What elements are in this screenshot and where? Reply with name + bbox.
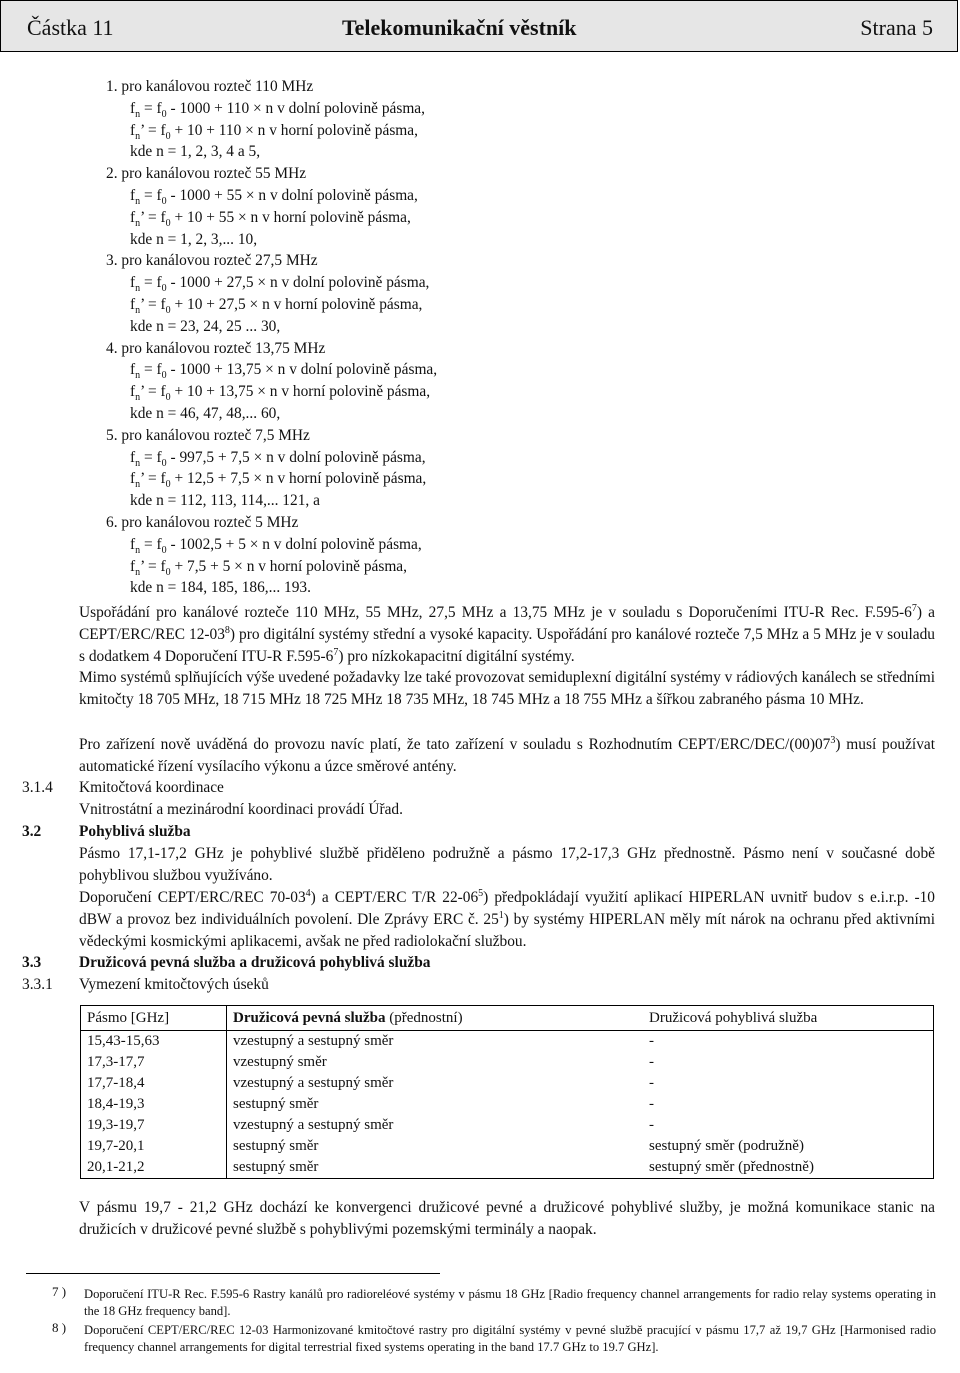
cell-band: 17,3-17,7: [81, 1052, 227, 1073]
paragraph-convergence: V pásmu 19,7 - 21,2 GHz dochází ke konvergenci družicové pevné a družicové pohyblivé služby, je možná komunikace stanic na družicích v družicové pevné službě s pohyblivými pozemskými terminály a naopak.: [79, 1199, 935, 1238]
list-item-title: 5. pro kanálovou rozteč 7,5 MHz: [106, 426, 310, 444]
table-row: [81, 1157, 934, 1179]
footnote-divider: [26, 1273, 440, 1274]
table-row: [81, 1073, 934, 1094]
footnote-7: Doporučení ITU-R Rec. F.595-6 Rastry kanálů pro radioreléové systémy v pásmu 18 GHz [Radio frequency channel arrangements for radio relay systems operating in the 18 GHz frequency band].: [84, 1287, 936, 1318]
list-item-title: 4. pro kanálovou rozteč 13,75 MHz: [106, 339, 326, 357]
list-item-title: 2. pro kanálovou rozteč 55 MHz: [106, 165, 307, 183]
section-number-3-1-4: 3.1.4: [22, 779, 53, 796]
table-row: [81, 1031, 934, 1053]
footnote-mark-8: 8 ): [52, 1320, 67, 1335]
section-title-3-3: Družicová pevná služba a družicová pohyblivá služba: [79, 954, 431, 971]
formula-upper: $f_n$’ = $f_0 + 12,5 + 7,5 \times n$ v horní polovině pásma,: [130, 470, 427, 491]
column-header-band: Pásmo [GHz]: [81, 1006, 227, 1031]
table-row: [81, 1136, 934, 1157]
cell-band: 20,1-21,2: [81, 1157, 227, 1179]
cell-fixed: sestupný směr: [233, 1138, 319, 1154]
formula-lower: $f_n = f_0 - 997,5 + 7,5 \times n$ v dolní polovině pásma,: [130, 448, 426, 469]
cell-mobile: -: [649, 1096, 654, 1112]
formula-upper: $f_n$’ = $f_0 + 10 + 110 \times n$ v horní polovině pásma,: [130, 121, 418, 142]
paragraph-arrangement: Uspořádání pro kanálové rozteče 110 MHz, 55 MHz, 27,5 MHz a 13,75 MHz je v souladu s Doporučeními ITU-R Rec. $F.595-6^7$) a CEPT/ERC/REC $12-03^8$) pro digitální systémy střední a vysoké kapacity. Uspořádání pro kanálové rozteče 7,5 MHz a 5 MHz je v souladu s dodatkem 4 Doporučení ITU-R $F.595-6^7$) pro nízkokapacitní digitální systémy.: [79, 603, 935, 665]
column-header-fixed: Družicová pevná služba (přednostní): [227, 1006, 644, 1031]
cell-fixed: sestupný směr: [233, 1159, 319, 1175]
cell-mobile: sestupný směr (přednostně): [649, 1159, 814, 1175]
formula-upper: $f_n$’ = $f_0 + 10 + 13,75 \times n$ v horní polovině pásma,: [130, 383, 431, 404]
cell-fixed: vzestupný a sestupný směr: [233, 1075, 394, 1091]
formula-range: kde n = 1, 2, 3, 4 a 5,: [130, 143, 261, 161]
frequency-table: [80, 1005, 934, 1179]
cell-fixed: sestupný směr: [233, 1096, 319, 1112]
footnote-mark-7: 7 ): [52, 1284, 67, 1299]
cell-mobile: -: [649, 1054, 654, 1070]
formula-range: kde n = 46, 47, 48,... 60,: [130, 405, 281, 422]
formula-upper: $f_n$’ = $f_0 + 7,5 + 5 \times n$ v horní polovině pásma,: [130, 557, 407, 578]
formula-lower: $f_n = f_0 - 1000 + 27,5 \times n$ v dolní polovině pásma,: [130, 274, 430, 295]
paragraph-new-equipment: Pro zařízení nově uváděná do provozu navíc platí, že tato zařízení v souladu s Rozhodnutím CEPT/$ERC/DEC/(00)07^3$) musí používat automatické řízení vysílacího výkonu a úzce směrové antény.: [79, 735, 935, 775]
cell-fixed: vzestupný a sestupný směr: [233, 1033, 394, 1049]
cell-band: 15,43-15,63: [81, 1031, 227, 1053]
paragraph-mobile-band: Pásmo 17,1-17,2 GHz je pohyblivé službě přiděleno podružně a pásmo 17,2-17,3 GHz přednostně. Pásmo není v současné době pohyblivou službou využíváno.: [79, 845, 935, 884]
table-row: [81, 1115, 934, 1136]
column-header-mobile: Družicová pohyblivá služba: [643, 1006, 934, 1031]
paragraph-hiperlan: Doporučení CEPT/ERC/REC $70-03^4$) a CEPT/ERC T/R $22-06^5$) předpokládají využití aplikací HIPERLAN uvnitř budov s e.i.r.p. -10 dBW a provoz bez individuálních povolení. Dle Zprávy ERC č. $25^1$) by systémy HIPERLAN měly mít nárok na ochranu před aktivními vědeckými kosmickými aplikacemi, avšak ne před radiolokační službou.: [79, 888, 935, 950]
cell-band: 19,3-19,7: [81, 1115, 227, 1136]
paragraph-semiduplex: Mimo systémů splňujících výše uvedené požadavky lze také provozovat semiduplexní digitální systémy v rádiových kanálech se středními kmitočty 18 705 MHz, 18 715 MHz 18 725 MHz 18 735 MHz, 18 745 MHz a 18 755 MHz a šířkou zabraného pásma 10 MHz.: [79, 669, 935, 708]
issue-number: Částka 11: [27, 15, 114, 40]
section-number-3-2: 3.2: [22, 823, 42, 840]
cell-mobile: -: [649, 1075, 654, 1091]
formula-range: kde n = 1, 2, 3,... 10,: [130, 230, 258, 248]
section-number-3-3-1: 3.3.1: [22, 976, 53, 993]
table-row: [81, 1052, 934, 1073]
list-item-title: 3. pro kanálovou rozteč 27,5 MHz: [106, 252, 318, 270]
section-title-3-1-4: Kmitočtová koordinace: [79, 779, 224, 796]
footnote-8: Doporučení CEPT/ERC/REC 12-03 Harmonizované kmitočtové rastry pro digitální systémy v pevné službě pracující v pásmu 17,7 až 19,7 GHz [Harmonised radio frequency channel arrangements for digital terrestrial fixed systems operating in the band 17.7 GHz to 19.7 GHz].: [84, 1323, 936, 1354]
section-title-3-3-1: Vymezení kmitočtových úseků: [79, 976, 269, 993]
formula-lower: $f_n = f_0 - 1000 + 13,75 \times n$ v dolní polovině pásma,: [130, 361, 438, 382]
cell-mobile: sestupný směr (podružně): [649, 1138, 804, 1154]
journal-title: Telekomunikační věstník: [342, 15, 577, 40]
list-item-title: 6. pro kanálovou rozteč 5 MHz: [106, 514, 299, 531]
formula-lower: $f_n = f_0 - 1000 + 110 \times n$ v dolní polovině pásma,: [130, 99, 425, 120]
cell-band: 17,7-18,4: [81, 1073, 227, 1094]
cell-mobile: -: [649, 1117, 654, 1133]
formula-range: kde n = 23, 24, 25 ... 30,: [130, 317, 281, 335]
formula-range: kde n = 184, 185, 186,... 193.: [130, 579, 311, 597]
cell-band: 19,7-20,1: [81, 1136, 227, 1157]
cell-fixed: vzestupný směr: [233, 1054, 327, 1070]
table-header-row: [81, 1006, 934, 1031]
cell-band: 18,4-19,3: [81, 1094, 227, 1115]
section-text-3-1-4: Vnitrostátní a mezinárodní koordinaci provádí Úřad.: [79, 801, 403, 818]
formula-lower: $f_n = f_0 - 1000 + 55 \times n$ v dolní polovině pásma,: [130, 187, 418, 207]
cell-fixed: vzestupný a sestupný směr: [233, 1117, 394, 1133]
cell-mobile: -: [649, 1033, 654, 1049]
formula-upper: $f_n$’ = $f_0 + 10 + 27,5 \times n$ v horní polovině pásma,: [130, 296, 423, 316]
formula-upper: $f_n$’ = $f_0 + 10 + 55 \times n$ v horní polovině pásma,: [130, 208, 411, 229]
page-number: Strana 5: [860, 15, 933, 40]
list-item-title: 1. pro kanálovou rozteč 110 MHz: [106, 78, 314, 95]
page-header: [0, 0, 958, 52]
formula-lower: $f_n = f_0 - 1002,5 + 5 \times n$ v dolní polovině pásma,: [130, 535, 422, 556]
table-row: [81, 1094, 934, 1115]
section-title-3-2: Pohyblivá služba: [79, 823, 191, 840]
formula-range: kde n = 112, 113, 114,... 121, a: [130, 492, 320, 510]
section-number-3-3: 3.3: [22, 954, 42, 971]
